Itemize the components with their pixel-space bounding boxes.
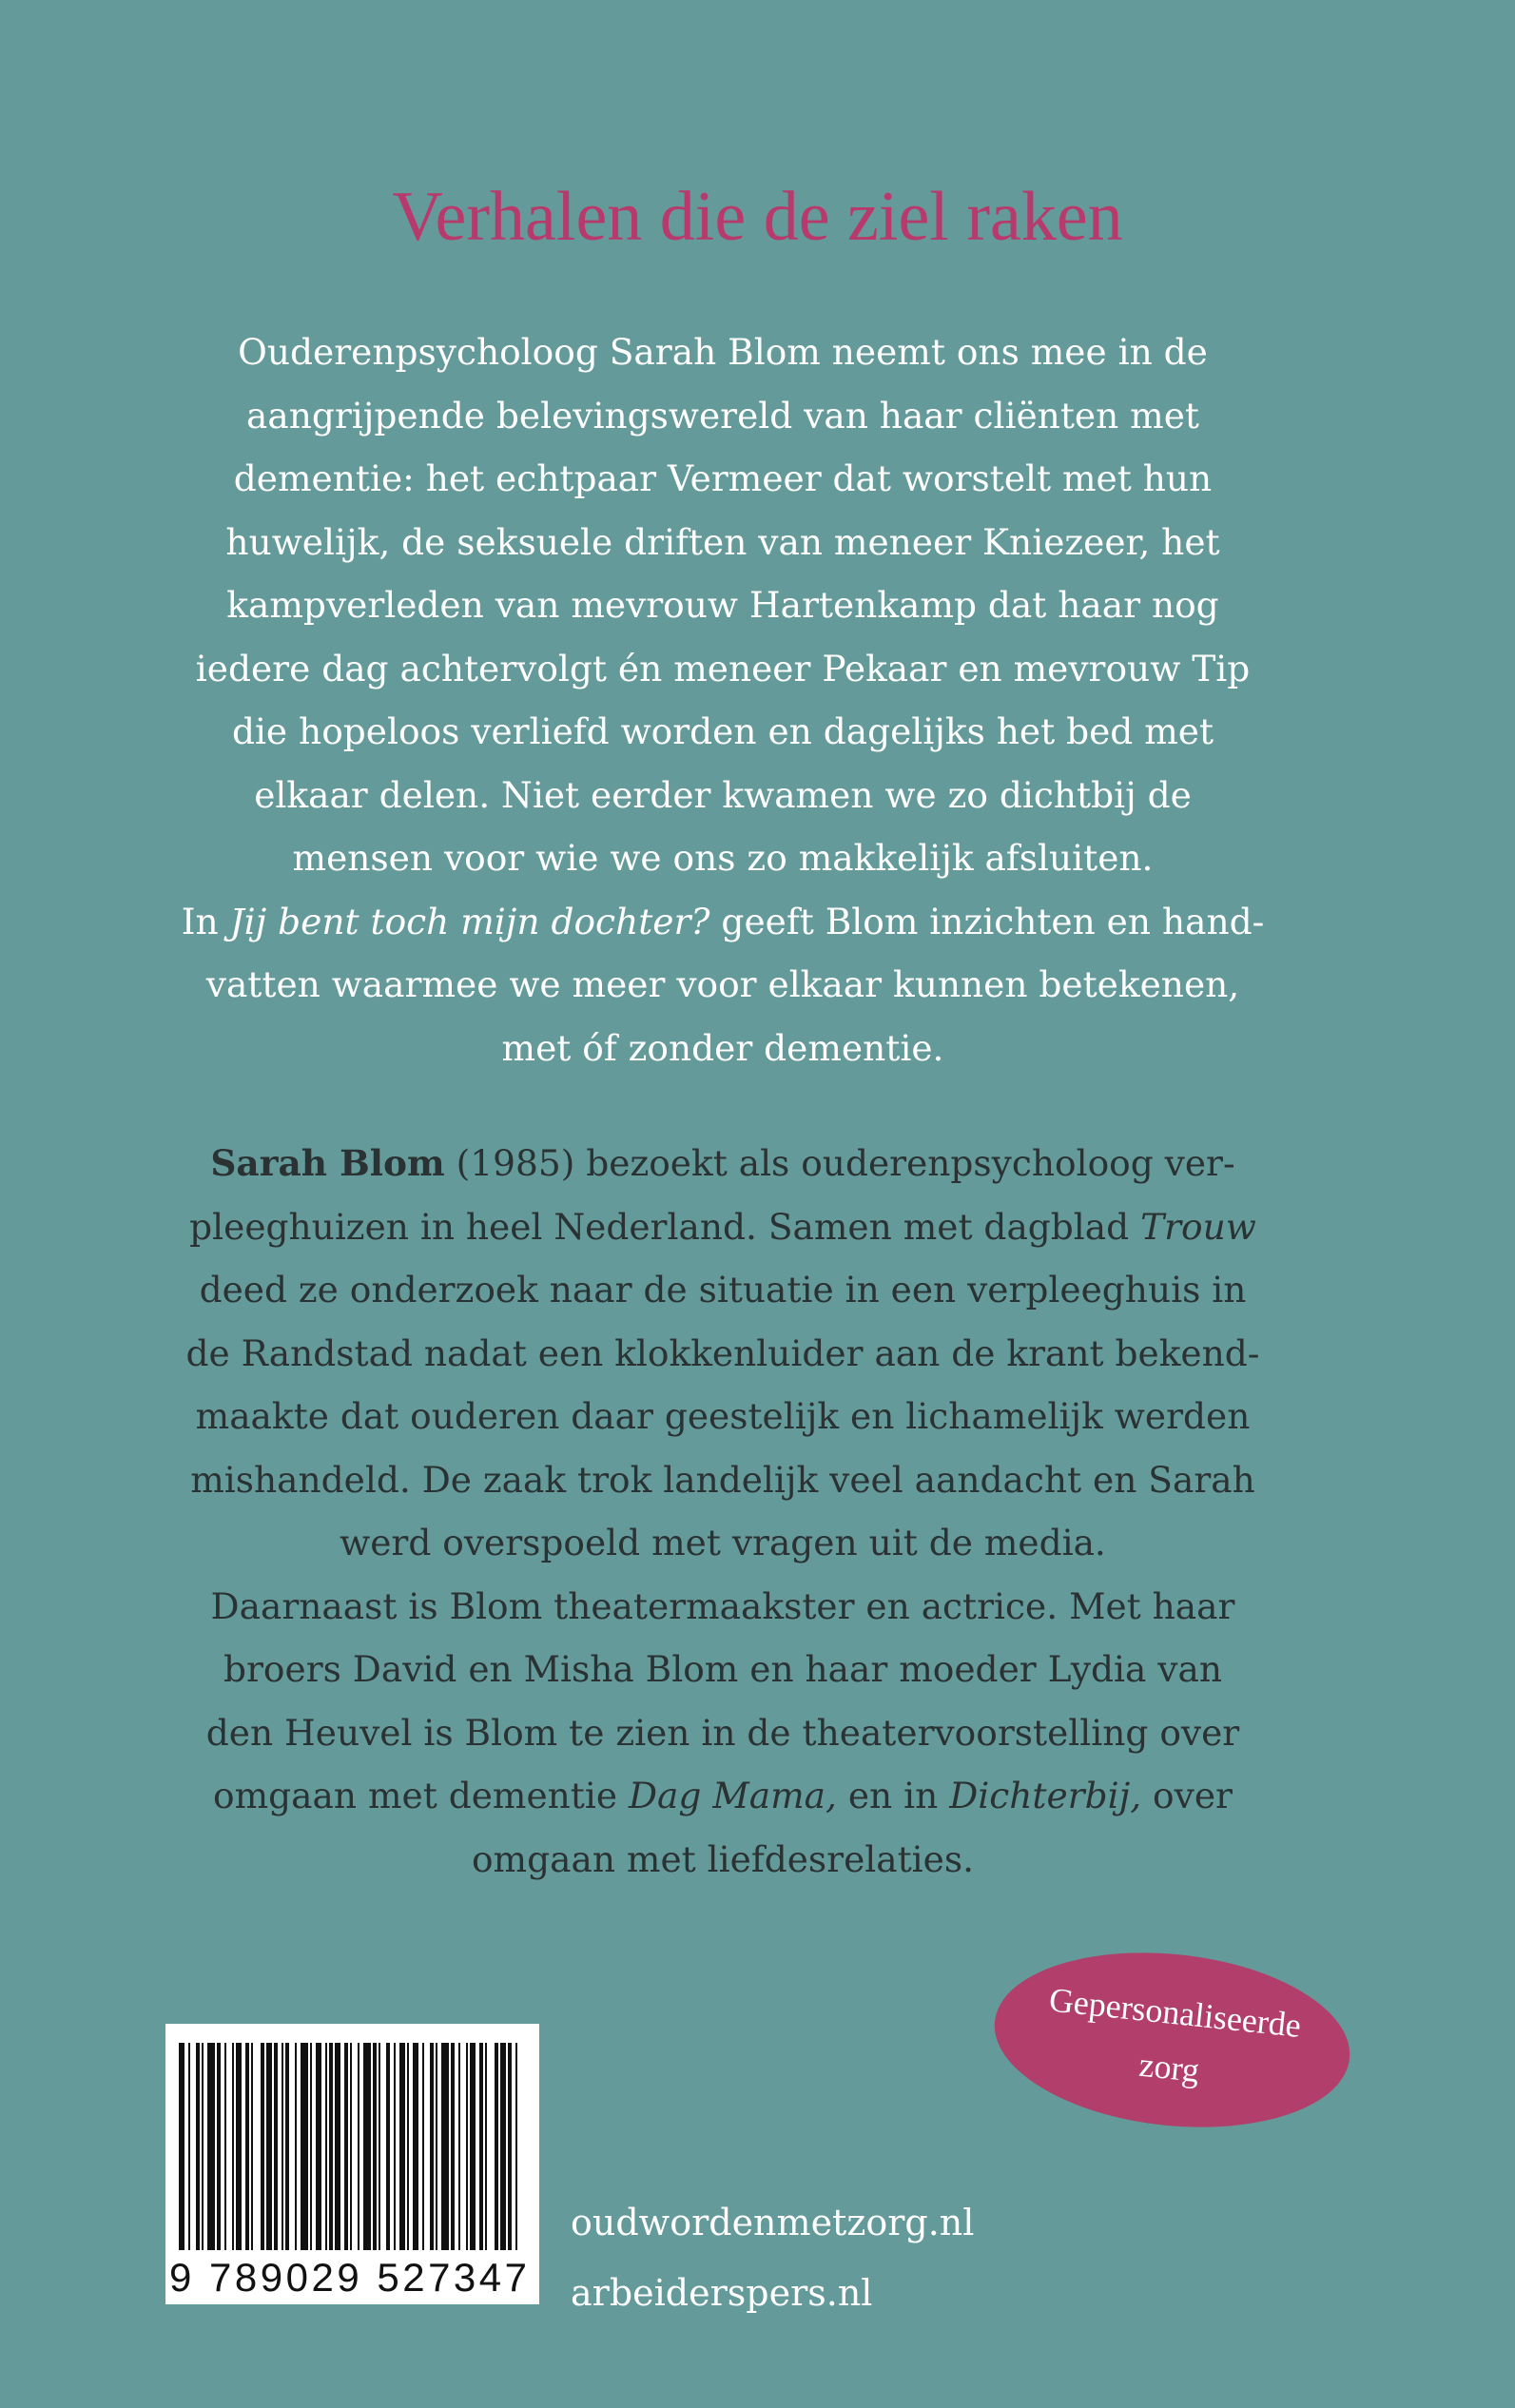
author-name: Sarah Blom xyxy=(210,1142,445,1184)
bio-line xyxy=(171,1195,1274,1259)
bio-line xyxy=(171,1764,1274,1828)
bio-line: de Randstad nadat een klokkenluider aan de krant bekend- xyxy=(185,1331,1260,1374)
bio-line: deed ze onderzoek naar de situatie in een verpleeghuis in xyxy=(199,1269,1247,1311)
bio-text: en in xyxy=(836,1775,950,1816)
badge-line: zorg xyxy=(1136,2045,1202,2090)
blurb-line: huwelijk, de seksuele driften van meneer Kniezeer, het xyxy=(225,520,1220,563)
blurb-line: mensen voor wie we ons zo makkelijk afsluiten. xyxy=(292,837,1154,879)
show-title: Dichterbij, xyxy=(949,1775,1142,1816)
blurb-line: elkaar delen. Niet eerder kwamen we zo dichtbij de xyxy=(254,773,1192,816)
blurb-line: kampverleden van mevrouw Hartenkamp dat haar nog xyxy=(226,584,1219,626)
blurb-line xyxy=(171,890,1274,954)
newspaper-name: Trouw xyxy=(1140,1205,1256,1248)
barcode-bars xyxy=(175,2043,527,2252)
publisher-links xyxy=(571,2187,974,2328)
bio-line: werd overspoeld met vragen uit de media. xyxy=(340,1522,1106,1563)
blurb-text: geeft Blom inzichten en hand- xyxy=(709,900,1265,942)
bio-line xyxy=(171,1132,1274,1195)
isbn-number: 9 789029 527347 xyxy=(169,2255,531,2300)
show-title: Dag Mama, xyxy=(628,1775,837,1816)
blurb-line: die hopeloos verliefd worden en dagelijks het bed met xyxy=(231,710,1214,752)
blurb-line: Ouderenpsycholoog Sarah Blom neemt ons mee in de xyxy=(238,331,1208,373)
website-link[interactable]: arbeiderspers.nl xyxy=(571,2272,873,2314)
badge-sticker xyxy=(986,1936,1359,2144)
bio-line: omgaan met liefdesrelaties. xyxy=(471,1837,975,1880)
bio-text: pleeghuizen in heel Nederland. Samen met dagblad xyxy=(189,1205,1141,1248)
website-link[interactable]: oudwordenmetzorg.nl xyxy=(571,2202,975,2243)
blurb-line: met óf zonder dementie. xyxy=(501,1026,944,1069)
blurb-line: aangrijpende belevingswereld van haar cliënten met xyxy=(246,394,1199,437)
author-bio xyxy=(171,1132,1274,1891)
cover-title: Verhalen die de ziel raken xyxy=(392,178,1123,256)
bio-line: maakte dat ouderen daar geestelijk en lichamelijk werden xyxy=(195,1395,1251,1437)
bio-line: den Heuvel is Blom te zien in de theatervoorstelling over xyxy=(205,1711,1240,1754)
bio-text: over xyxy=(1141,1775,1233,1816)
blurb-paragraph xyxy=(171,320,1274,1079)
bio-line: broers David en Misha Blom en haar moeder Lydia van xyxy=(223,1648,1222,1690)
book-title: Jij bent toch mijn dochter? xyxy=(229,900,710,942)
blurb-line: dementie: het echtpaar Vermeer dat worstelt met hun xyxy=(233,457,1213,499)
bio-text: omgaan met dementie xyxy=(213,1775,629,1816)
bio-line: mishandeld. De zaak trok landelijk veel aandacht en Sarah xyxy=(190,1458,1255,1501)
badge-text xyxy=(1040,1971,1304,2107)
badge-line: Gepersonaliseerde xyxy=(1047,1980,1303,2045)
blurb-line: iedere dag achtervolgt én meneer Pekaar en mevrouw Tip xyxy=(195,647,1251,689)
bio-text: (1985) bezoekt als ouderenpsycholoog ver- xyxy=(444,1142,1235,1184)
blurb-line: vatten waarmee we meer voor elkaar kunnen betekenen, xyxy=(205,963,1240,1005)
bio-line: Daarnaast is Blom theatermaakster en actrice. Met haar xyxy=(210,1584,1235,1627)
isbn-barcode xyxy=(165,2024,539,2304)
blurb-text: In xyxy=(181,900,230,942)
